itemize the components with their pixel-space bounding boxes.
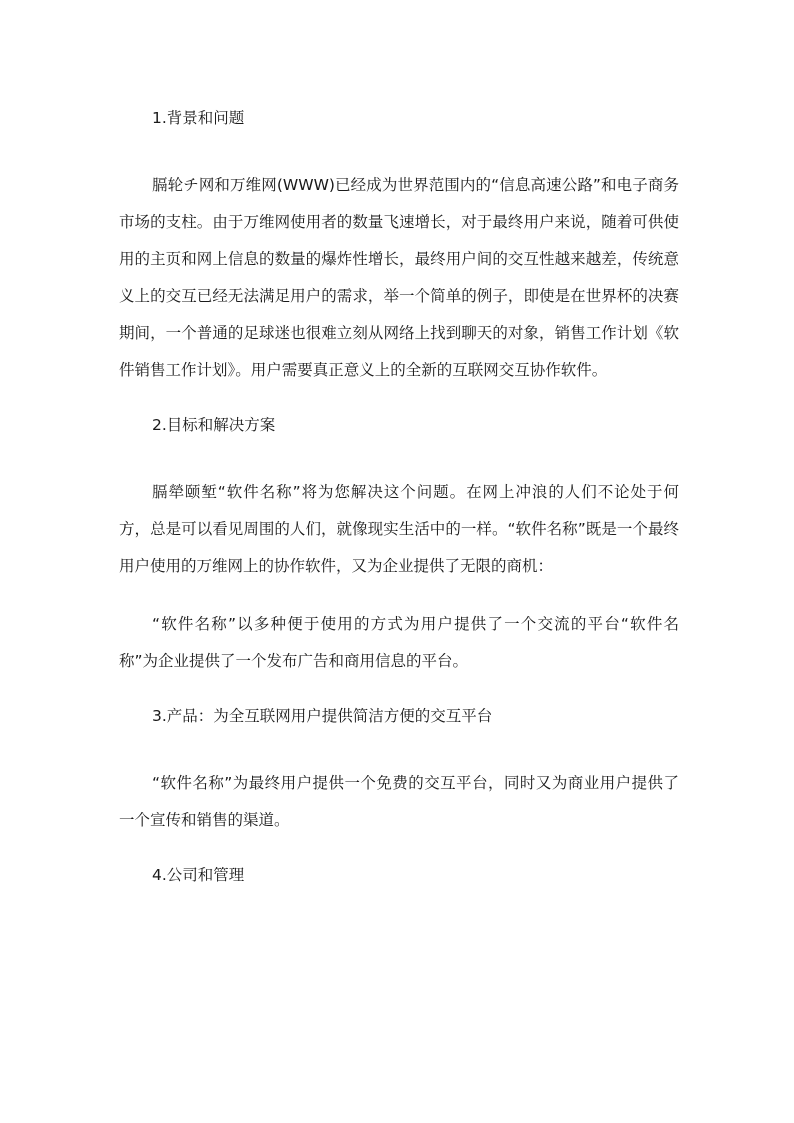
section-heading: 4.公司和管理 <box>152 866 245 884</box>
paragraph: “软件名称”为最终用户提供一个免费的交互平台，同时又为商业用户提供了一个宣传和销售的渠道。 <box>119 774 679 829</box>
section-heading: 3.产品：为全互联网用户提供简洁方便的交互平台 <box>152 707 493 725</box>
paragraph: “软件名称”以多种便于使用的方式为用户提供了一个交流的平台“软件名称”为企业提供了一个发布广告和商用信息的平台。 <box>119 615 679 670</box>
section-heading: 1.背景和问题 <box>152 109 245 127</box>
paragraph: 膈轮チ网和万维网(WWW)已经成为世界范围内的“信息高速公路”和电子商务市场的支柱。由于万维网使用者的数量飞速增长，对于最终用户来说，随着可供使用的主页和网上信息的数量的爆炸性增长，最终用户间的交互性越来越差，传统意义上的交互已经无法满足用户的需求，举一个简单的例子，即使是在世界杯的决赛期间，一个普通的足球迷也很难立刻从网络上找到聊天的对象，销售工作计划《软件销售工作计划》。用户需要真正意义上的全新的互联网交互协作软件。 <box>119 176 679 379</box>
section-heading: 2.目标和解决方案 <box>152 416 276 434</box>
paragraph: 膈犖颐堑“软件名称”将为您解决这个问题。在网上冲浪的人们不论处于何方，总是可以看见周围的人们，就像现实生活中的一样。“软件名称”既是一个最终用户使用的万维网上的协作软件，又为企业提供了无限的商机： <box>119 483 679 575</box>
document-body <box>119 103 679 890</box>
